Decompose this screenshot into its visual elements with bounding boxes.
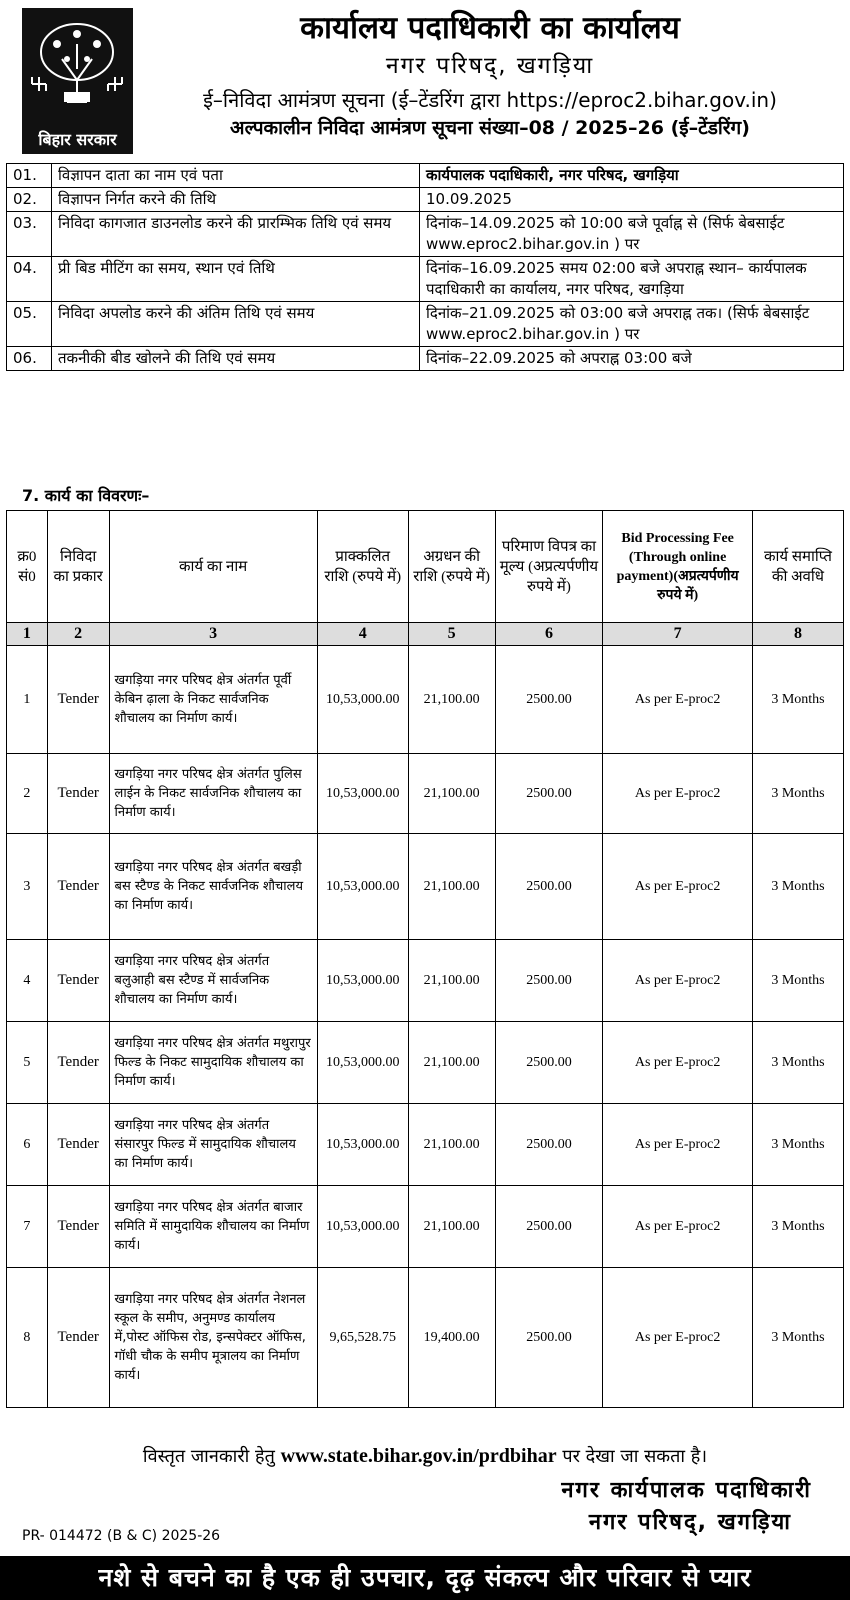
work-row xyxy=(7,834,844,940)
work-row xyxy=(7,1104,844,1186)
info-row-number: 02. xyxy=(7,188,52,212)
work-bid-fee: As per E-proc2 xyxy=(603,1022,753,1104)
work-estimate: 10,53,000.00 xyxy=(317,1104,408,1186)
work-row xyxy=(7,754,844,834)
bihar-government-logo xyxy=(22,8,133,154)
office-subtitle: नगर परिषद्, खगड़िया xyxy=(385,53,595,79)
work-earnest-money: 21,100.00 xyxy=(408,1022,495,1104)
header-bill-cost: परिमाण विपत्र का मूल्य (अप्रत्यर्पणीय रुपये में) xyxy=(495,511,603,623)
info-row-label: विज्ञापन निर्गत करने की तिथि xyxy=(52,188,420,212)
work-serial: 5 xyxy=(7,1022,48,1104)
header-earnest-money: अग्रधन की राशि (रुपये में) xyxy=(408,511,495,623)
work-row xyxy=(7,1268,844,1408)
work-earnest-money: 21,100.00 xyxy=(408,834,495,940)
work-bill-cost: 2500.00 xyxy=(495,1268,603,1408)
work-name: खगड़िया नगर परिषद क्षेत्र अंतर्गत बाजार समिति में सामुदायिक शौचालय का निर्माण कार्य। xyxy=(109,1186,317,1268)
work-row xyxy=(7,1022,844,1104)
column-number: 4 xyxy=(317,623,408,646)
info-row xyxy=(7,302,844,347)
work-bill-cost: 2500.00 xyxy=(495,1022,603,1104)
work-earnest-money: 21,100.00 xyxy=(408,1186,495,1268)
header-bid-fee: Bid Processing Fee (Through online payment)(अप्रत्यर्पणीय रुपये में) xyxy=(603,511,753,623)
work-earnest-money: 21,100.00 xyxy=(408,940,495,1022)
work-bid-fee: As per E-proc2 xyxy=(603,646,753,754)
column-number: 5 xyxy=(408,623,495,646)
work-row xyxy=(7,646,844,754)
header-tender-type: निविदा का प्रकार xyxy=(47,511,109,623)
work-name: खगड़िया नगर परिषद क्षेत्र अंतर्गत पुलिस लाईन के निकट सार्वजनिक शौचालय का निर्माण कार्य। xyxy=(109,754,317,834)
work-bill-cost: 2500.00 xyxy=(495,1186,603,1268)
bodhi-tree-emblem-icon xyxy=(22,14,133,114)
work-name: खगड़िया नगर परिषद क्षेत्र अंतर्गत बखड़ी बस स्टैण्ड के निकट सार्वजनिक शौचालय का निर्माण कार्य। xyxy=(109,834,317,940)
work-bid-fee: As per E-proc2 xyxy=(603,1104,753,1186)
work-period: 3 Months xyxy=(752,1186,843,1268)
info-row-label: तकनीकी बीड खोलने की तिथि एवं समय xyxy=(52,347,420,371)
column-number: 8 xyxy=(752,623,843,646)
header-serial: क्र0 सं0 xyxy=(7,511,48,623)
info-row-label: निविदा अपलोड करने की अंतिम तिथि एवं समय xyxy=(52,302,420,347)
office-title: कार्यालय पदाधिकारी का कार्यालय xyxy=(300,10,680,46)
work-name: खगड़िया नगर परिषद क्षेत्र अंतर्गत नेशनल स्कूल के समीप, अनुमण्ड कार्यालय में,पोस्ट ऑफिस रोड, इन्सपेक्टर ऑफिस, गॉधी चौक के समीप मूत्रालय का निर्माण कार्य। xyxy=(109,1268,317,1408)
info-row-value: 10.09.2025 xyxy=(420,188,844,212)
pr-number: PR- 014472 (B & C) 2025-26 xyxy=(22,1528,221,1544)
work-name: खगड़िया नगर परिषद क्षेत्र अंतर्गत बलुआही बस स्टैण्ड में सार्वजनिक शौचालय का निर्माण कार्य। xyxy=(109,940,317,1022)
work-name: खगड़िया नगर परिषद क्षेत्र अंतर्गत संसारपुर फिल्ड में सामुदायिक शौचालय का निर्माण कार्य। xyxy=(109,1104,317,1186)
work-period: 3 Months xyxy=(752,754,843,834)
info-row-label: निविदा कागजात डाउनलोड करने की प्रारम्भिक तिथि एवं समय xyxy=(52,212,420,257)
work-tender-type: Tender xyxy=(47,1022,109,1104)
info-row-number: 05. xyxy=(7,302,52,347)
info-row xyxy=(7,164,844,188)
work-serial: 7 xyxy=(7,1186,48,1268)
work-bid-fee: As per E-proc2 xyxy=(603,1186,753,1268)
info-row-label: विज्ञापन दाता का नाम एवं पता xyxy=(52,164,420,188)
work-earnest-money: 21,100.00 xyxy=(408,646,495,754)
work-period: 3 Months xyxy=(752,646,843,754)
etender-notice-line: ई–निविदा आमंत्रण सूचना (ई–टेंडरिंग द्वारा https://eproc2.bihar.gov.in) xyxy=(203,88,777,112)
work-earnest-money: 19,400.00 xyxy=(408,1268,495,1408)
info-row-value: दिनांक–21.09.2025 को 03:00 बजे अपराह्न तक। (सिर्फ बेबसाईट www.eproc2.bihar.gov.in ) पर xyxy=(420,302,844,347)
work-period: 3 Months xyxy=(752,834,843,940)
more-info-suffix: पर देखा जा सकता है। xyxy=(562,1446,708,1467)
more-info-line xyxy=(0,1444,850,1468)
work-estimate: 10,53,000.00 xyxy=(317,834,408,940)
work-earnest-money: 21,100.00 xyxy=(408,754,495,834)
info-row xyxy=(7,212,844,257)
work-bill-cost: 2500.00 xyxy=(495,940,603,1022)
column-number: 7 xyxy=(603,623,753,646)
work-serial: 4 xyxy=(7,940,48,1022)
notice-header xyxy=(0,0,850,160)
work-tender-type: Tender xyxy=(47,1186,109,1268)
work-bill-cost: 2500.00 xyxy=(495,834,603,940)
work-period: 3 Months xyxy=(752,1022,843,1104)
signatory-office: नगर परिषद्, खगड़िया xyxy=(588,1510,792,1535)
column-number: 2 xyxy=(47,623,109,646)
work-row xyxy=(7,940,844,1022)
work-serial: 3 xyxy=(7,834,48,940)
work-earnest-money: 21,100.00 xyxy=(408,1104,495,1186)
work-name: खगड़िया नगर परिषद क्षेत्र अंतर्गत पूर्वी केबिन ढ़ाला के निकट सार्वजनिक शौचालय का निर्माण कार्य। xyxy=(109,646,317,754)
work-details-heading: 7. कार्य का विवरणः– xyxy=(22,486,150,505)
work-tender-type: Tender xyxy=(47,940,109,1022)
work-estimate: 10,53,000.00 xyxy=(317,754,408,834)
header-row xyxy=(7,511,844,623)
logo-caption: बिहार सरकार xyxy=(38,130,117,149)
info-row xyxy=(7,347,844,371)
work-bid-fee: As per E-proc2 xyxy=(603,940,753,1022)
work-row xyxy=(7,1186,844,1268)
info-row-number: 04. xyxy=(7,257,52,302)
work-bid-fee: As per E-proc2 xyxy=(603,834,753,940)
work-bid-fee: As per E-proc2 xyxy=(603,754,753,834)
info-row-label: प्री बिड मीटिंग का समय, स्थान एवं तिथि xyxy=(52,257,420,302)
work-tender-type: Tender xyxy=(47,834,109,940)
work-period: 3 Months xyxy=(752,940,843,1022)
work-period: 3 Months xyxy=(752,1268,843,1408)
work-serial: 6 xyxy=(7,1104,48,1186)
work-bid-fee: As per E-proc2 xyxy=(603,1268,753,1408)
work-tender-type: Tender xyxy=(47,1268,109,1408)
header-completion-period: कार्य समाप्ति की अवधि xyxy=(752,511,843,623)
work-tender-type: Tender xyxy=(47,1104,109,1186)
more-info-prefix: विस्तृत जानकारी हेतु xyxy=(142,1446,275,1467)
column-number-row xyxy=(7,623,844,646)
work-serial: 2 xyxy=(7,754,48,834)
work-estimate: 10,53,000.00 xyxy=(317,940,408,1022)
header-estimate: प्राक्कलित राशि (रुपये में) xyxy=(317,511,408,623)
work-bill-cost: 2500.00 xyxy=(495,1104,603,1186)
anti-drug-slogan-banner: नशे से बचने का है एक ही उपचार, दृढ़ संकल्प और परिवार से प्यार xyxy=(0,1556,850,1600)
info-row xyxy=(7,257,844,302)
info-row-value: दिनांक–14.09.2025 को 10:00 बजे पूर्वाह्न से (सिर्फ बेबसाईट www.eproc2.bihar.gov.in ) पर xyxy=(420,212,844,257)
signatory-designation: नगर कार्यपालक पदाधिकारी xyxy=(561,1478,812,1503)
work-estimate: 10,53,000.00 xyxy=(317,1186,408,1268)
info-row-value: दिनांक–16.09.2025 समय 02:00 बजे अपराह्न स्थान– कार्यपालक पदाधिकारी का कार्यालय, नगर परिषद, खगड़िया xyxy=(420,257,844,302)
column-number: 1 xyxy=(7,623,48,646)
info-row-value: कार्यपालक पदाधिकारी, नगर परिषद, खगड़िया xyxy=(420,164,844,188)
info-row-number: 03. xyxy=(7,212,52,257)
info-row-number: 01. xyxy=(7,164,52,188)
work-estimate: 9,65,528.75 xyxy=(317,1268,408,1408)
info-row-value: दिनांक–22.09.2025 को अपराह्न 03:00 बजे xyxy=(420,347,844,371)
work-details-table xyxy=(6,510,844,1408)
work-tender-type: Tender xyxy=(47,646,109,754)
header-work-name: कार्य का नाम xyxy=(109,511,317,623)
work-estimate: 10,53,000.00 xyxy=(317,646,408,754)
work-bill-cost: 2500.00 xyxy=(495,646,603,754)
work-estimate: 10,53,000.00 xyxy=(317,1022,408,1104)
work-name: खगड़िया नगर परिषद क्षेत्र अंतर्गत मथुरापुर फिल्ड के निकट सामुदायिक शौचालय का निर्माण कार्य। xyxy=(109,1022,317,1104)
work-tender-type: Tender xyxy=(47,754,109,834)
info-row-number: 06. xyxy=(7,347,52,371)
column-number: 3 xyxy=(109,623,317,646)
notice-info-table xyxy=(6,163,844,371)
work-serial: 8 xyxy=(7,1268,48,1408)
work-period: 3 Months xyxy=(752,1104,843,1186)
column-number: 6 xyxy=(495,623,603,646)
notice-number-line: अल्पकालीन निविदा आमंत्रण सूचना संख्या–08 / 2025–26 (ई–टेंडरिंग) xyxy=(230,117,750,139)
work-bill-cost: 2500.00 xyxy=(495,754,603,834)
work-serial: 1 xyxy=(7,646,48,754)
info-row xyxy=(7,188,844,212)
website-link[interactable]: www.state.bihar.gov.in/prdbihar xyxy=(280,1445,557,1467)
